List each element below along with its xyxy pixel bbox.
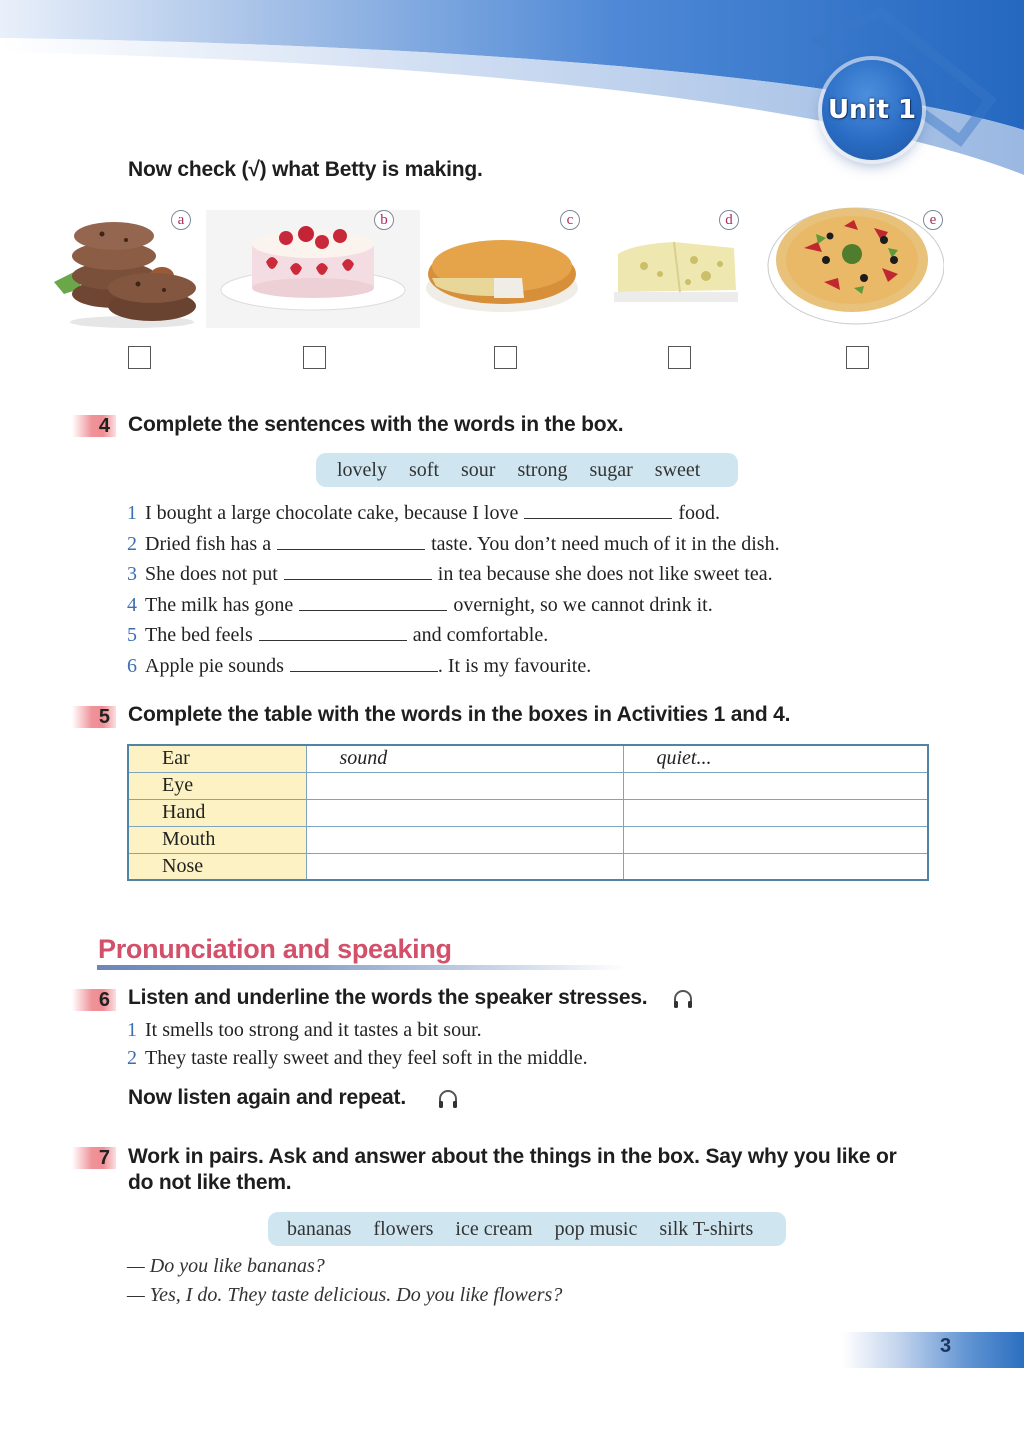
checkbox-b[interactable] (303, 346, 326, 369)
activity-5-instruction: Complete the table with the words in the boxes in Activities 1 and 4. (128, 703, 791, 726)
activity-number-7: 7 (72, 1147, 116, 1169)
table-row (128, 826, 928, 853)
answer-blank[interactable] (259, 623, 407, 641)
sentence-list (127, 500, 887, 684)
word-box-item: lovely (337, 458, 387, 481)
sentence-number: 5 (127, 624, 137, 647)
sentence-text-before: Apple pie sounds (145, 654, 284, 677)
sentence-text-before: She does not put (145, 563, 278, 586)
sentence-number: 6 (127, 654, 137, 677)
word-box-activity-4 (316, 453, 738, 487)
table-cell[interactable] (306, 826, 623, 853)
page-number-band (842, 1332, 1024, 1368)
word-box-item: sugar (589, 458, 633, 481)
headphones-icon[interactable] (436, 1087, 460, 1111)
pronunciation-item (127, 1019, 482, 1042)
sentence-item (127, 500, 887, 531)
table-cell[interactable] (306, 799, 623, 826)
listen-again-instruction: Now listen again and repeat. (128, 1086, 406, 1109)
dialogue-line: — Do you like bananas? (127, 1255, 325, 1277)
sense-cell: Nose (128, 853, 306, 880)
sentence-text-after: and comfortable. (412, 624, 549, 647)
item-number: 1 (127, 1019, 137, 1041)
table-row (128, 853, 928, 880)
senses-table (127, 744, 929, 881)
sentence-item (127, 592, 887, 623)
sense-cell: Mouth (128, 826, 306, 853)
item-letter-d: d (719, 210, 739, 230)
food-image-pizza (764, 198, 944, 326)
table-cell[interactable]: quiet... (623, 745, 928, 772)
sentence-number: 4 (127, 593, 137, 616)
sentence-text-after: taste. You don’t need much of it in the dish. (431, 532, 780, 555)
sentence-text-before: The milk has gone (145, 593, 294, 616)
table-row (128, 745, 928, 772)
sentence-number: 2 (127, 532, 137, 555)
checkbox-e[interactable] (846, 346, 869, 369)
word-box-item: sweet (654, 458, 701, 481)
pronunciation-item (127, 1047, 588, 1070)
word-box-item: ice cream (455, 1217, 533, 1240)
sentence-text-after: food. (678, 502, 721, 524)
word-box-item: flowers (373, 1217, 434, 1240)
checkbox-a[interactable] (128, 346, 151, 369)
sentence-text-before: Dried fish has a (145, 532, 272, 555)
page-number: 3 (940, 1335, 952, 1357)
activity-7-instruction-line-1: Work in pairs. Ask and answer about the things in the box. Say why you like or (128, 1145, 897, 1168)
answer-blank[interactable] (290, 654, 438, 672)
sentence-item (127, 561, 887, 592)
sentence-text-after: in tea because she does not like sweet tea. (437, 563, 773, 586)
sentence-item (127, 531, 887, 562)
table-cell[interactable] (623, 853, 928, 880)
sentence-number: 3 (127, 563, 137, 586)
sentence-item (127, 653, 887, 684)
table-cell[interactable] (623, 772, 928, 799)
sentence-number: 1 (127, 502, 137, 524)
sentence-text-after: overnight, so we cannot drink it. (453, 593, 713, 616)
item-text: They taste really sweet and they feel soft in the middle. (145, 1047, 588, 1069)
checkbox-d[interactable] (668, 346, 691, 369)
table-cell[interactable] (306, 772, 623, 799)
item-letter-b: b (374, 210, 394, 230)
sense-cell: Eye (128, 772, 306, 799)
activity-number-5: 5 (72, 706, 116, 728)
unit-label: Unit 1 (827, 95, 917, 125)
sense-cell: Ear (128, 745, 306, 772)
checkbox-c[interactable] (494, 346, 517, 369)
sentence-text-before: I bought a large chocolate cake, because I love (145, 502, 519, 524)
activity-number-6: 6 (72, 989, 116, 1011)
item-letter-c: c (560, 210, 580, 230)
table-cell[interactable] (623, 799, 928, 826)
food-image-apple-pie (424, 226, 580, 318)
table-cell[interactable]: sound (306, 745, 623, 772)
answer-blank[interactable] (524, 501, 672, 519)
item-letter-a: a (171, 210, 191, 230)
word-box-activity-7 (268, 1212, 786, 1246)
word-box-item: silk T-shirts (659, 1217, 754, 1240)
answer-blank[interactable] (277, 532, 425, 550)
table-row (128, 799, 928, 826)
food-image-cheese (614, 238, 738, 304)
sentence-item (127, 622, 887, 653)
item-letter-e: e (923, 210, 943, 230)
table-cell[interactable] (306, 853, 623, 880)
item-text: It smells too strong and it tastes a bit sour. (145, 1019, 482, 1041)
headphones-icon[interactable] (671, 987, 695, 1011)
unit-badge (822, 60, 922, 160)
item-number: 2 (127, 1047, 137, 1069)
table-row (128, 772, 928, 799)
word-box-item: soft (409, 458, 439, 481)
section-title: Pronunciation and speaking (98, 934, 452, 964)
activity-4-instruction: Complete the sentences with the words in the box. (128, 413, 624, 436)
section-title-underline (97, 965, 627, 970)
sense-cell: Hand (128, 799, 306, 826)
activity-7-instruction-line-2: do not like them. (128, 1171, 292, 1194)
sentence-text-after: . It is my favourite. (437, 654, 592, 677)
answer-blank[interactable] (284, 562, 432, 580)
word-box-item: bananas (287, 1217, 352, 1240)
word-box-item: pop music (554, 1217, 638, 1240)
sentence-text-before: The bed feels (145, 624, 253, 647)
word-box-item: sour (461, 458, 496, 481)
check-instruction: Now check (√) what Betty is making. (128, 158, 483, 181)
answer-blank[interactable] (299, 593, 447, 611)
activity-6-instruction: Listen and underline the words the speaker stresses. (128, 986, 648, 1009)
activity-number-4: 4 (72, 415, 116, 437)
word-box-item: strong (517, 458, 568, 481)
table-cell[interactable] (623, 826, 928, 853)
dialogue-line: — Yes, I do. They taste delicious. Do you like flowers? (127, 1284, 563, 1306)
